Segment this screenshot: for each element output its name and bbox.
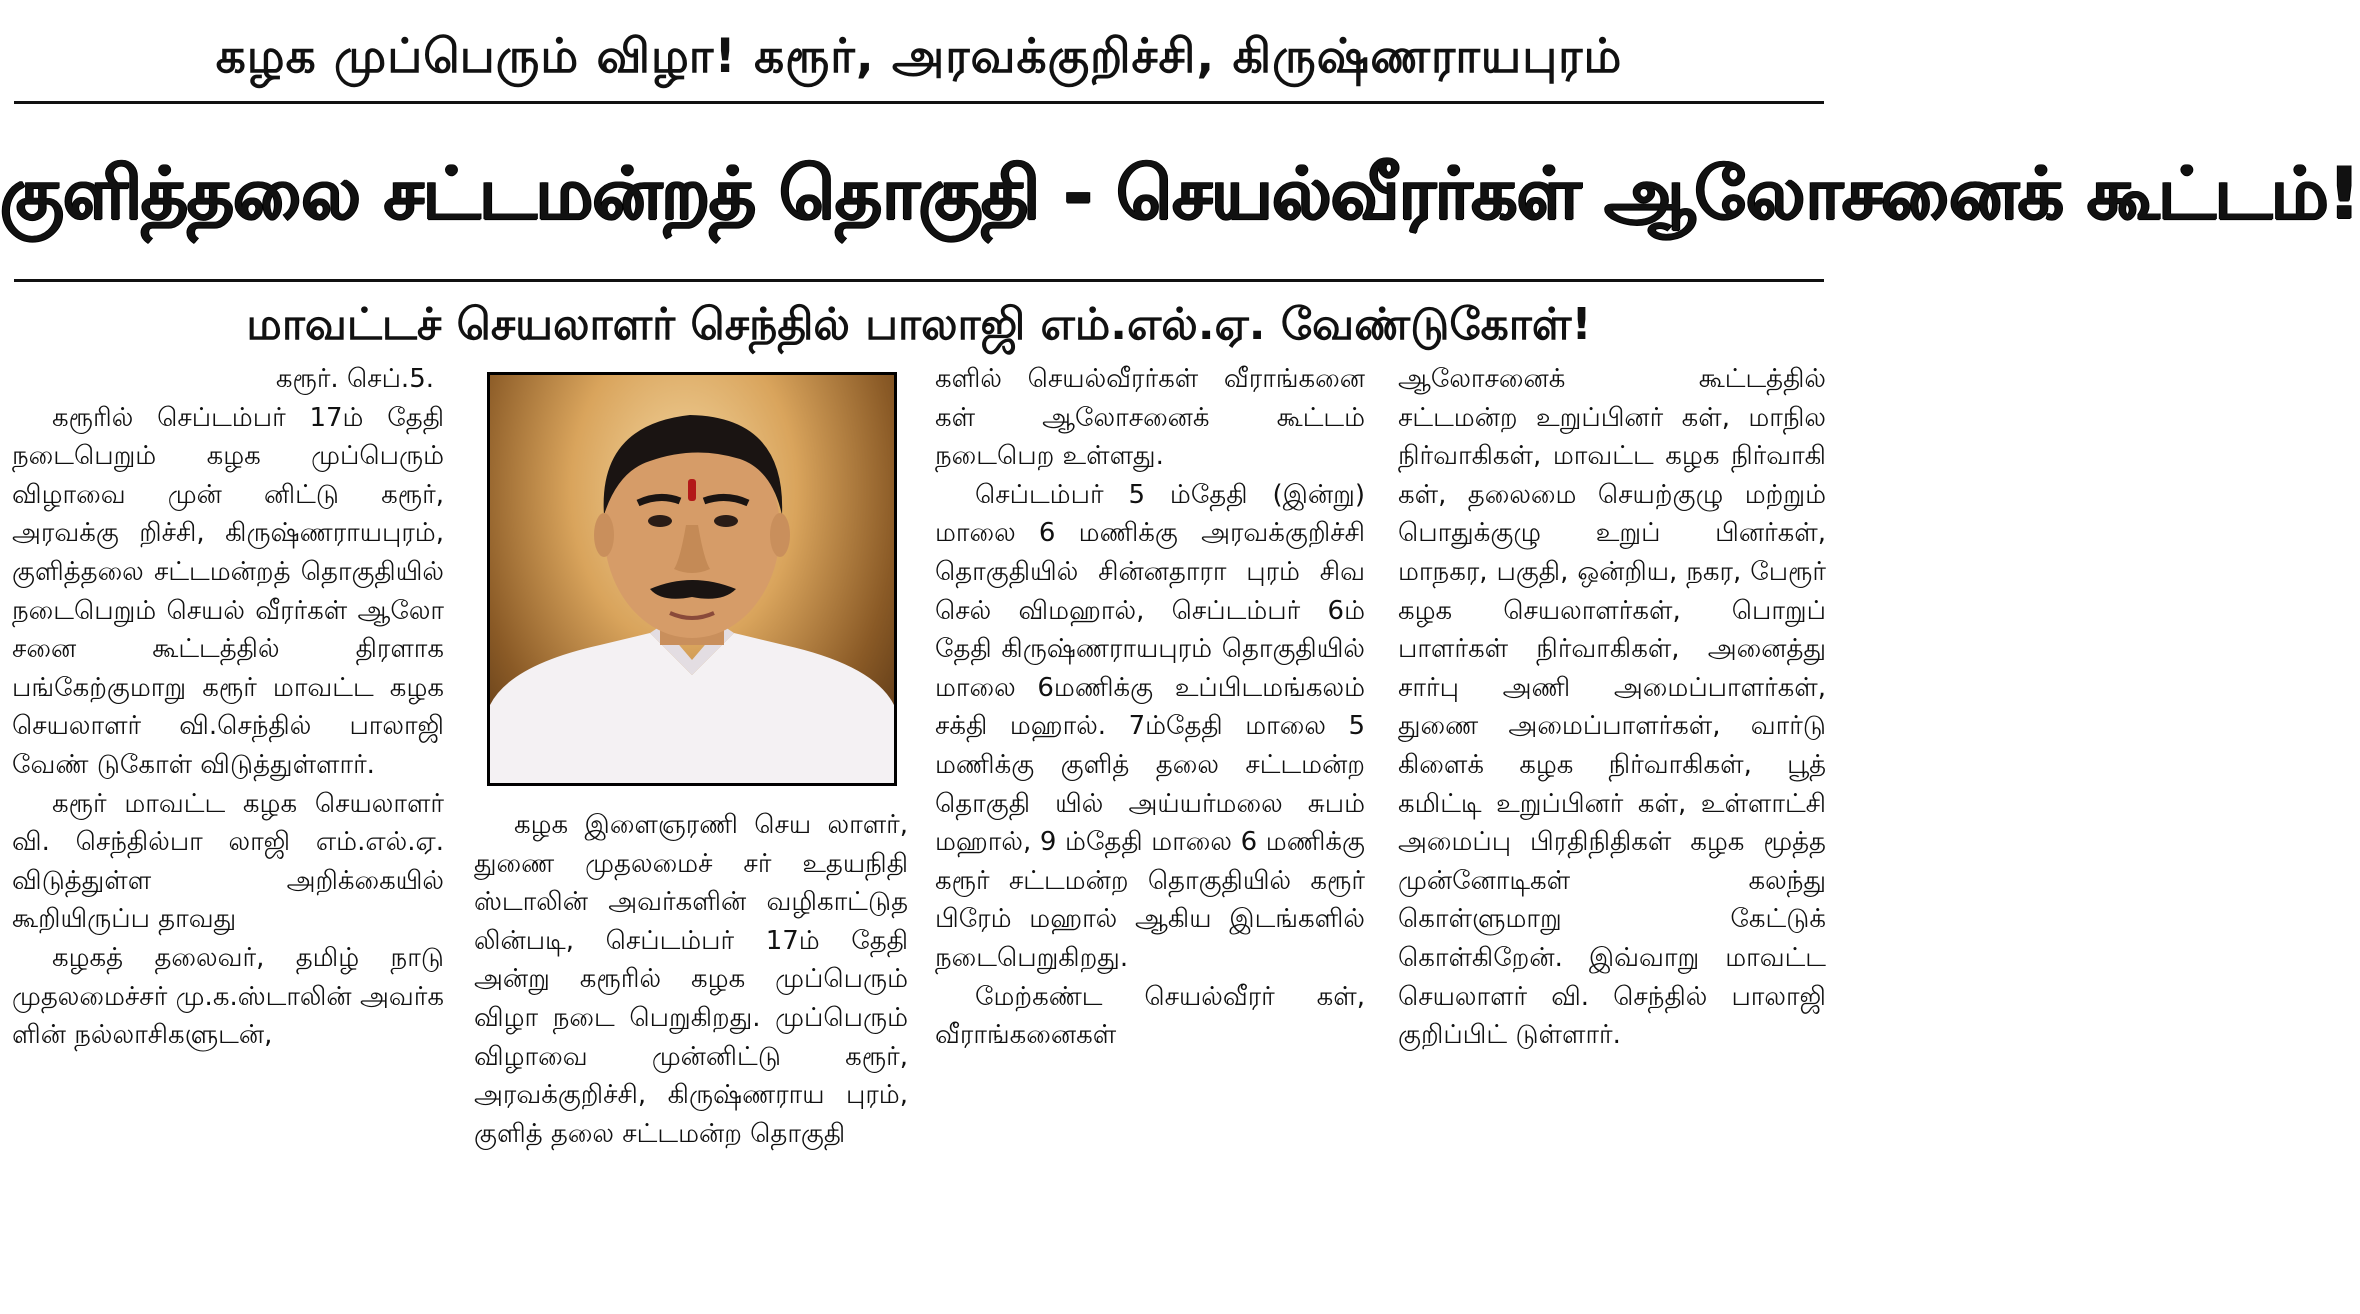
article-column-1 [12, 360, 444, 1310]
dateline: கரூர். செப்.5. [275, 364, 434, 394]
column-3-paragraph-2: செப்டம்பர் 5 ம்தேதி (இன்று) மாலை 6 மணிக்கு அரவக்குறிச்சி தொகுதியில் சின்னதாரா புரம் சிவ செல் விமஹால், செப்டம்பர் 6ம் தேதி கிருஷ்ணராயபுரம் தொகுதியில் மாலை 6மணிக்கு உப்பிடமங்கலம் சக்தி மஹால். 7ம்தேதி மாலை 5 மணிக்கு குளித் தலை சட்டமன்ற தொகுதி யில் அய்யர்மலை சுபம் மஹால், 9 ம்தேதி மாலை 6 மணிக்கு கரூர் சட்டமன்ற தொகுதியில் கரூர் பிரேம் மஹால் ஆகிய இடங்களில் நடைபெறுகிறது. [935, 479, 1365, 973]
column-1-paragraph-2: கரூர் மாவட்ட கழக செயலாளர் வி. செந்தில்பா லாஜி எம்.எல்.ஏ. விடுத்துள்ள அறிக்கையில் கூறியிருப்ப தாவது [12, 788, 444, 935]
sub-headline: மாவட்டச் செயலாளர் செந்தில் பாலாஜி எம்.எல்.ஏ. வேண்டுகோள்! [246, 299, 1592, 350]
main-headline: குளித்தலை சட்டமன்றத் தொகுதி - செயல்வீரர்கள் ஆலோசனைக் கூட்டம்! [0, 151, 2360, 235]
column-1-paragraph-1: கரூரில் செப்டம்பர் 17ம் தேதி நடைபெறும் கழக முப்பெரும் விழாவை முன் னிட்டு கரூர், அரவக்கு றிச்சி, கிருஷ்ணராயபுரம், குளித்தலை சட்டமன்றத் தொகுதியில் நடைபெறும் செயல் வீரர்கள் ஆலோ சனை கூட்டத்தில் திரளாக பங்கேற்குமாறு கரூர் மாவட்ட கழக செயலாளர் வி.செந்தில் பாலாஜி வேண் டுகோள் விடுத்துள்ளார். [12, 402, 444, 780]
article-column-3 [935, 360, 1365, 1310]
column-1-paragraph-3: கழகத் தலைவர், தமிழ் நாடு முதலமைச்சர் மு.க.ஸ்டாலின் அவர்க ளின் நல்லாசிகளுடன், [12, 942, 444, 1051]
kicker-heading: கழக முப்பெரும் விழா! கரூர், அரவக்குறிச்சி, கிருஷ்ணராயபுரம் [215, 29, 1623, 84]
column-4-paragraph-1: ஆலோசனைக் கூட்டத்தில் சட்டமன்ற உறுப்பினர் கள், மாநில நிர்வாகிகள், மாவட்ட கழக நிர்வாகி கள், தலைமை செயற்குழு மற்றும் பொதுக்குழு உறுப் பினர்கள், மாநகர, பகுதி, ஒன்றிய, நகர, பேரூர் கழக செயலாளர்கள், பொறுப் பாளர்கள் நிர்வாகிகள், அனைத்து சார்பு அணி அமைப்பாளர்கள், துணை அமைப்பாளர்கள், வார்டு கிளைக் கழக நிர்வாகிகள், பூத் கமிட்டி உறுப்பினர் கள், உள்ளாட்சி அமைப்பு பிரதிநிதிகள் கழக மூத்த முன்னோடிகள் கலந்து கொள்ளுமாறு கேட்டுக் கொள்கிறேன். இவ்வாறு மாவட்ட செயலாளர் வி. செந்தில் பாலாஜி குறிப்பிட் டுள்ளார். [1398, 364, 1826, 1051]
top-divider [14, 101, 1824, 104]
column-3-paragraph-3: மேற்கண்ட செயல்வீரர் கள், வீராங்கனைகள் [935, 981, 1365, 1051]
article-column-2 [474, 806, 908, 1306]
column-2-paragraph-1: கழக இளைஞரணி செய லாளர், துணை முதலமைச் சர் உதயநிதி ஸ்டாலின் அவர்களின் வழிகாட்டுத லின்படி, செப்டம்பர் 17ம் தேதி அன்று கரூரில் கழக முப்பெரும் விழா நடை பெறுகிறது. முப்பெரும் விழாவை முன்னிட்டு கரூர், அரவக்குறிச்சி, கிருஷ்ணராய புரம், குளித் தலை சட்டமன்ற தொகுதி [474, 810, 908, 1149]
headline-divider [14, 279, 1824, 282]
politician-portrait-photo [487, 372, 897, 786]
portrait-illustration [490, 375, 894, 783]
column-3-paragraph-1: களில் செயல்வீரர்கள் வீராங்கனை கள் ஆலோசனைக் கூட்டம் நடைபெற உள்ளது. [935, 364, 1365, 472]
article-column-4 [1398, 360, 1826, 1310]
